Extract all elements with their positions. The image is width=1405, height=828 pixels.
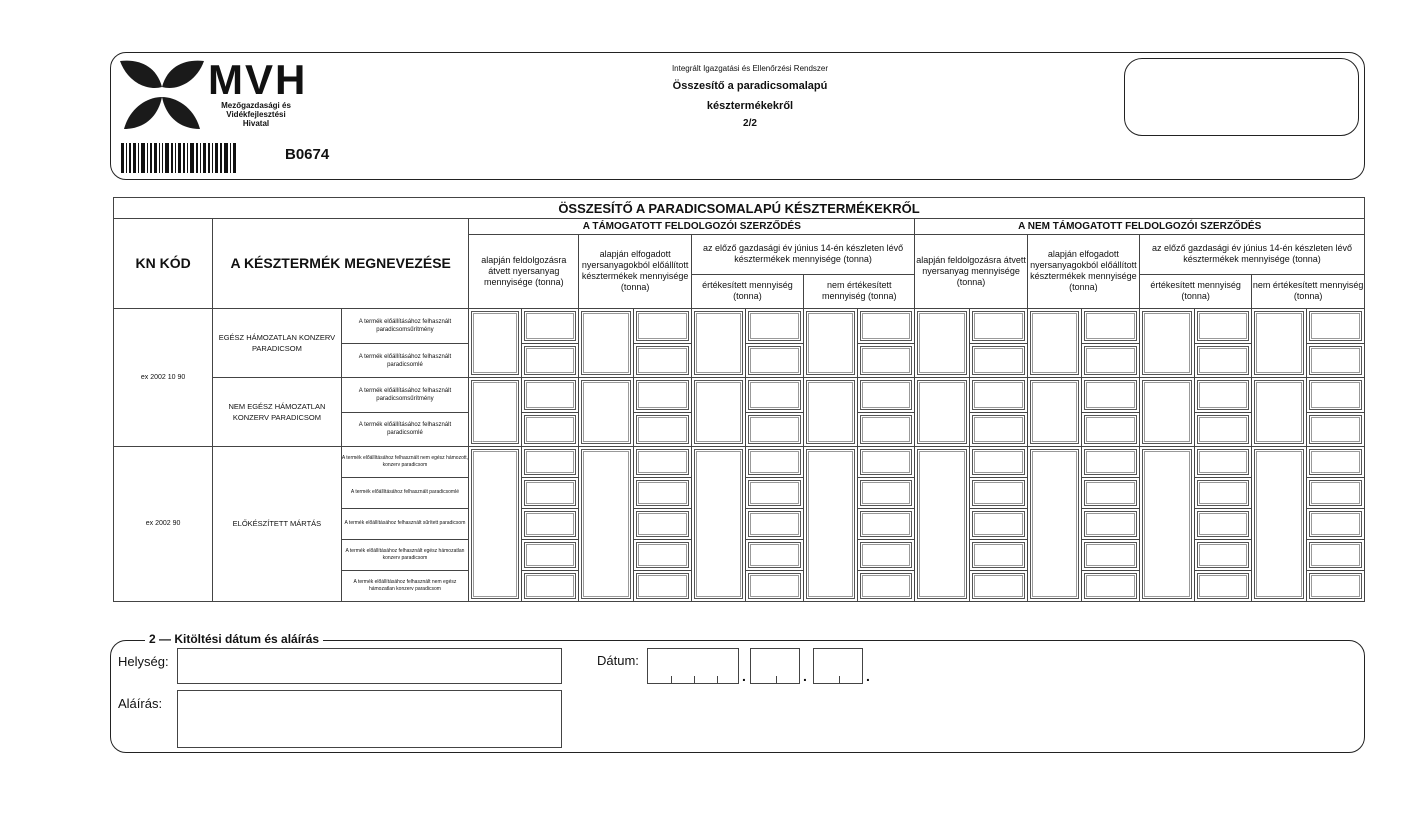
date-separator-dot: . (866, 668, 870, 684)
value-cell[interactable] (521, 308, 579, 344)
value-cell[interactable] (857, 446, 915, 477)
ingredient-label: A termék előállításához felhasznált paradicsomlé (341, 344, 469, 377)
value-cell[interactable] (521, 570, 579, 601)
value-cell[interactable] (1082, 570, 1140, 601)
value-cell[interactable] (1306, 570, 1364, 601)
value-cell[interactable] (1194, 308, 1252, 344)
logo-subtitle (206, 101, 306, 128)
value-cell[interactable] (746, 377, 804, 413)
value-cell[interactable] (1306, 477, 1364, 508)
value-cell[interactable] (521, 508, 579, 539)
value-cell[interactable] (1306, 413, 1364, 446)
barcode (121, 143, 238, 173)
value-cell[interactable] (521, 377, 579, 413)
value-cell[interactable] (469, 308, 522, 377)
date-label: Dátum: (597, 653, 639, 668)
value-cell[interactable] (634, 308, 692, 344)
value-cell[interactable] (691, 446, 746, 601)
date-year-field[interactable] (647, 648, 739, 684)
value-cell[interactable] (746, 308, 804, 344)
value-cell[interactable] (746, 477, 804, 508)
value-cell[interactable] (804, 377, 858, 446)
value-cell[interactable] (970, 477, 1028, 508)
value-cell[interactable] (634, 377, 692, 413)
value-cell[interactable] (1082, 377, 1140, 413)
value-cell[interactable] (915, 308, 970, 377)
document-title-line1: Összesítő a paradicsomalapú (672, 80, 828, 92)
value-cell[interactable] (746, 570, 804, 601)
value-cell[interactable] (1306, 539, 1364, 570)
value-cell[interactable] (521, 413, 579, 446)
ingredient-label: A termék előállításához felhasznált nem egész hámozatlan konzerv paradicsom (341, 570, 469, 601)
value-cell[interactable] (915, 377, 970, 446)
value-cell[interactable] (970, 539, 1028, 570)
value-cell[interactable] (579, 377, 634, 446)
group-header-supported: A TÁMOGATOTT FELDOLGOZÓI SZERZŐDÉS (469, 219, 915, 235)
value-cell[interactable] (746, 413, 804, 446)
value-cell[interactable] (1252, 377, 1307, 446)
value-cell[interactable] (521, 344, 579, 377)
value-cell[interactable] (1027, 308, 1082, 377)
form-code: B0674 (285, 146, 330, 163)
value-cell[interactable] (970, 344, 1028, 377)
value-cell[interactable] (469, 446, 522, 601)
value-cell[interactable] (1140, 308, 1195, 377)
value-cell[interactable] (1194, 413, 1252, 446)
ingredient-label: A termék előállításához felhasznált paradicsomsűrítmény (341, 308, 469, 344)
value-cell[interactable] (1194, 344, 1252, 377)
ingredient-label: A termék előállításához felhasznált sűrített paradicsom (341, 508, 469, 539)
logo-text: MVH (208, 56, 308, 103)
value-cell[interactable] (857, 377, 915, 413)
value-cell[interactable] (857, 308, 915, 344)
value-cell[interactable] (746, 344, 804, 377)
value-cell[interactable] (1194, 377, 1252, 413)
value-cell[interactable] (1082, 508, 1140, 539)
value-cell[interactable] (1027, 446, 1082, 601)
value-cell[interactable] (634, 539, 692, 570)
value-cell[interactable] (1082, 413, 1140, 446)
col-header-finished-products: alapján elfogadott nyersanyagokból előállított késztermékek mennyisége (tonna) (1027, 234, 1139, 308)
summary-table (113, 197, 1365, 602)
document-title-line2: késztermékekről (706, 100, 794, 112)
value-cell[interactable] (857, 344, 915, 377)
value-cell[interactable] (1306, 446, 1364, 477)
table-title: ÖSSZESÍTŐ A PARADICSOMALAPÚ KÉSZTERMÉKEKRŐL (114, 198, 1365, 219)
value-cell[interactable] (691, 308, 746, 377)
value-cell[interactable] (1082, 446, 1140, 477)
value-cell[interactable] (970, 308, 1028, 344)
value-cell[interactable] (915, 446, 970, 601)
kn-code-cell: ex 2002 90 (114, 446, 213, 601)
value-cell[interactable] (1140, 446, 1195, 601)
ingredient-label: A termék előállításához felhasznált paradicsomlé (341, 413, 469, 446)
date-month-field[interactable] (750, 648, 800, 684)
value-cell[interactable] (857, 539, 915, 570)
value-cell[interactable] (1140, 377, 1195, 446)
col-header-unsold: nem értékesített mennyiség (tonna) (804, 274, 915, 308)
system-name: Integrált Igazgatási és Ellenőrzési Rendszer (671, 64, 829, 73)
value-cell[interactable] (1082, 308, 1140, 344)
value-cell[interactable] (521, 446, 579, 477)
logo-sub-line: Hivatal (242, 119, 270, 128)
value-cell[interactable] (1082, 344, 1140, 377)
value-cell[interactable] (746, 539, 804, 570)
value-cell[interactable] (634, 344, 692, 377)
value-cell[interactable] (634, 508, 692, 539)
value-cell[interactable] (1194, 446, 1252, 477)
ingredient-label: A termék előállításához felhasznált paradicsomsűrítmény (341, 377, 469, 413)
value-cell[interactable] (634, 477, 692, 508)
value-cell[interactable] (1306, 377, 1364, 413)
value-cell[interactable] (970, 570, 1028, 601)
product-name-cell: ELŐKÉSZÍTETT MÁRTÁS (213, 446, 342, 601)
value-cell[interactable] (970, 508, 1028, 539)
value-cell[interactable] (804, 446, 858, 601)
place-label: Helység: (118, 654, 169, 669)
value-cell[interactable] (1194, 570, 1252, 601)
col-header-kn-code: KN KÓD (114, 219, 213, 309)
value-cell[interactable] (1082, 539, 1140, 570)
ingredient-label: A termék előállításához felhasznált egész hámozatlan konzerv paradicsom (341, 539, 469, 570)
value-cell[interactable] (970, 413, 1028, 446)
col-header-product-name: A KÉSZTERMÉK MEGNEVEZÉSE (213, 219, 469, 309)
value-cell[interactable] (521, 477, 579, 508)
value-cell[interactable] (857, 508, 915, 539)
logo-sub-line: Mezőgazdasági és (221, 101, 291, 110)
value-cell[interactable] (857, 570, 915, 601)
value-cell[interactable] (1194, 539, 1252, 570)
col-header-raw-material: alapján feldolgozásra átvett nyersanyag mennyisége (tonna) (915, 234, 1027, 308)
value-cell[interactable] (691, 377, 746, 446)
value-cell[interactable] (970, 446, 1028, 477)
value-cell[interactable] (469, 377, 522, 446)
signature-input[interactable] (177, 690, 562, 748)
value-cell[interactable] (634, 413, 692, 446)
value-cell[interactable] (634, 446, 692, 477)
value-cell[interactable] (1306, 344, 1364, 377)
col-header-unsold: nem értékesített mennyiség (tonna) (1252, 274, 1365, 308)
value-cell[interactable] (1252, 446, 1307, 601)
date-separator-dot: . (803, 668, 807, 684)
col-header-stock: az előző gazdasági év június 14-én készleten lévő késztermékek mennyisége (tonna) (691, 234, 915, 274)
signature-label: Aláírás: (118, 696, 163, 711)
product-name-cell: EGÉSZ HÁMOZATLAN KONZERV PARADICSOM (213, 308, 342, 377)
section-title: 2 — Kitöltési dátum és aláírás (145, 632, 323, 646)
value-cell[interactable] (804, 308, 858, 377)
col-header-raw-material: alapján feldolgozásra átvett nyersanyag mennyisége (tonna) (469, 234, 579, 308)
ingredient-label: A termék előállításához felhasznált nem egész hámozott, konzerv paradicsom (341, 446, 469, 477)
value-cell[interactable] (579, 446, 634, 601)
value-cell[interactable] (857, 413, 915, 446)
barcode-label-box[interactable] (1124, 58, 1359, 136)
leaf-logo-icon (118, 57, 206, 133)
value-cell[interactable] (746, 508, 804, 539)
col-header-sold: értékesített mennyiség (tonna) (691, 274, 803, 308)
value-cell[interactable] (579, 308, 634, 377)
logo-sub-line: Vidékfejlesztési (226, 110, 286, 119)
product-name-cell: NEM EGÉSZ HÁMOZATLAN KONZERV PARADICSOM (213, 377, 342, 446)
value-cell[interactable] (521, 539, 579, 570)
value-cell[interactable] (1306, 508, 1364, 539)
group-header-non-supported: A NEM TÁMOGATOTT FELDOLGOZÓI SZERZŐDÉS (915, 219, 1365, 235)
date-day-field[interactable] (813, 648, 863, 684)
value-cell[interactable] (634, 570, 692, 601)
mvh-logo (118, 57, 318, 147)
value-cell[interactable] (1194, 477, 1252, 508)
value-cell[interactable] (746, 446, 804, 477)
place-input[interactable] (177, 648, 562, 684)
page-number: 2/2 (743, 118, 757, 129)
value-cell[interactable] (1027, 377, 1082, 446)
col-header-sold: értékesített mennyiség (tonna) (1140, 274, 1252, 308)
col-header-finished-products: alapján elfogadott nyersanyagokból előállított késztermékek mennyisége (tonna) (579, 234, 691, 308)
value-cell[interactable] (857, 477, 915, 508)
ingredient-label: A termék előállításához felhasznált paradicsomlé (341, 477, 469, 508)
value-cell[interactable] (1082, 477, 1140, 508)
value-cell[interactable] (1306, 308, 1364, 344)
value-cell[interactable] (1252, 308, 1307, 377)
value-cell[interactable] (1194, 508, 1252, 539)
date-separator-dot: . (742, 668, 746, 684)
value-cell[interactable] (970, 377, 1028, 413)
col-header-stock: az előző gazdasági év június 14-én készleten lévő késztermékek mennyisége (tonna) (1140, 234, 1365, 274)
kn-code-cell: ex 2002 10 90 (114, 308, 213, 446)
